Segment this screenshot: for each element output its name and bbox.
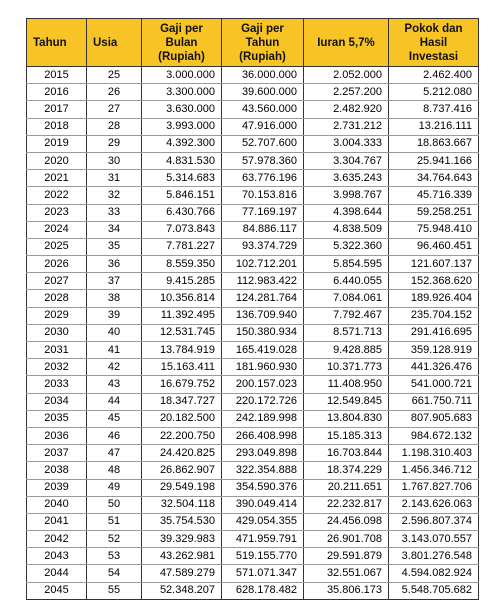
cell-tahun: 2024 [27,221,87,238]
cell-usia: 45 [87,410,142,427]
cell-iuran: 3.998.767 [304,187,389,204]
cell-gaji-bulan: 5.314.683 [142,170,222,187]
cell-usia: 54 [87,565,142,582]
cell-iuran: 4.398.644 [304,204,389,221]
cell-usia: 38 [87,290,142,307]
cell-iuran: 10.371.773 [304,359,389,376]
cell-gaji-bulan: 13.784.919 [142,342,222,359]
header-line: (Rupiah) [239,50,286,63]
cell-pokok-investasi: 25.941.166 [389,152,479,169]
cell-gaji-tahun: 39.600.000 [222,84,304,101]
cell-pokok-investasi: 13.216.111 [389,118,479,135]
table-row [27,67,479,84]
cell-usia: 31 [87,170,142,187]
cell-iuran: 5.322.360 [304,238,389,255]
cell-pokok-investasi: 291.416.695 [389,324,479,341]
cell-pokok-investasi: 5.212.080 [389,84,479,101]
cell-gaji-bulan: 32.504.118 [142,496,222,513]
cell-gaji-bulan: 3.630.000 [142,101,222,118]
cell-gaji-tahun: 471.959.791 [222,531,304,548]
cell-pokok-investasi: 34.764.643 [389,170,479,187]
table-row [27,376,479,393]
header-row [27,19,479,67]
cell-iuran: 26.901.708 [304,531,389,548]
cell-iuran: 8.571.713 [304,324,389,341]
cell-usia: 41 [87,342,142,359]
table-row [27,359,479,376]
cell-iuran: 15.185.313 [304,427,389,444]
cell-usia: 52 [87,531,142,548]
cell-gaji-tahun: 390.049.414 [222,496,304,513]
cell-gaji-tahun: 354.590.376 [222,479,304,496]
header-line: Bulan [165,36,198,49]
cell-tahun: 2021 [27,170,87,187]
cell-pokok-investasi: 1.456.346.712 [389,462,479,479]
cell-gaji-bulan: 12.531.745 [142,324,222,341]
pension-table [26,18,479,600]
cell-tahun: 2045 [27,582,87,599]
cell-tahun: 2030 [27,324,87,341]
header-iuran [304,19,389,67]
cell-gaji-bulan: 22.200.750 [142,427,222,444]
table-row [27,548,479,565]
table-row [27,410,479,427]
cell-gaji-bulan: 4.392.300 [142,135,222,152]
table-row [27,427,479,444]
cell-pokok-investasi: 2.143.626.063 [389,496,479,513]
cell-pokok-investasi: 75.948.410 [389,221,479,238]
table-row [27,135,479,152]
cell-tahun: 2018 [27,118,87,135]
table-row [27,445,479,462]
header-line: Pokok dan Hasil [404,22,463,49]
cell-pokok-investasi: 4.594.082.924 [389,565,479,582]
cell-gaji-bulan: 3.993.000 [142,118,222,135]
cell-pokok-investasi: 661.750.711 [389,393,479,410]
cell-pokok-investasi: 359.128.919 [389,342,479,359]
cell-gaji-tahun: 124.281.764 [222,290,304,307]
cell-usia: 29 [87,135,142,152]
header-line: Gaji per [160,22,203,35]
header-gaji-tahun [222,19,304,67]
cell-gaji-tahun: 322.354.888 [222,462,304,479]
cell-tahun: 2035 [27,410,87,427]
header-tahun [27,19,87,67]
cell-iuran: 2.731.212 [304,118,389,135]
cell-gaji-tahun: 36.000.000 [222,67,304,84]
table-row [27,565,479,582]
cell-pokok-investasi: 441.326.476 [389,359,479,376]
cell-iuran: 35.806.173 [304,582,389,599]
cell-gaji-tahun: 136.709.940 [222,307,304,324]
cell-pokok-investasi: 3.801.276.548 [389,548,479,565]
cell-gaji-tahun: 93.374.729 [222,238,304,255]
table-row [27,187,479,204]
header-line: (Rupiah) [158,50,205,63]
table-row [27,393,479,410]
cell-pokok-investasi: 45.716.339 [389,187,479,204]
header-line: Usia [93,36,118,49]
cell-pokok-investasi: 59.258.251 [389,204,479,221]
cell-tahun: 2025 [27,238,87,255]
cell-pokok-investasi: 984.672.132 [389,427,479,444]
cell-usia: 28 [87,118,142,135]
cell-tahun: 2016 [27,84,87,101]
cell-pokok-investasi: 18.863.667 [389,135,479,152]
cell-gaji-bulan: 18.347.727 [142,393,222,410]
cell-usia: 48 [87,462,142,479]
cell-gaji-tahun: 70.153.816 [222,187,304,204]
cell-tahun: 2031 [27,342,87,359]
cell-gaji-bulan: 7.073.843 [142,221,222,238]
cell-usia: 42 [87,359,142,376]
cell-iuran: 22.232.817 [304,496,389,513]
cell-gaji-tahun: 242.189.998 [222,410,304,427]
cell-tahun: 2044 [27,565,87,582]
cell-gaji-bulan: 20.182.500 [142,410,222,427]
table-row [27,462,479,479]
cell-tahun: 2039 [27,479,87,496]
cell-gaji-bulan: 5.846.151 [142,187,222,204]
cell-tahun: 2043 [27,548,87,565]
table-row [27,342,479,359]
cell-gaji-bulan: 9.415.285 [142,273,222,290]
cell-gaji-tahun: 220.172.726 [222,393,304,410]
cell-pokok-investasi: 807.905.683 [389,410,479,427]
cell-usia: 49 [87,479,142,496]
table-row [27,118,479,135]
header-gaji-bulan [142,19,222,67]
cell-gaji-tahun: 266.408.998 [222,427,304,444]
table-row [27,307,479,324]
cell-tahun: 2028 [27,290,87,307]
cell-iuran: 16.703.844 [304,445,389,462]
cell-gaji-tahun: 200.157.023 [222,376,304,393]
cell-usia: 51 [87,513,142,530]
cell-iuran: 12.549.845 [304,393,389,410]
cell-iuran: 7.792.467 [304,307,389,324]
cell-iuran: 4.838.509 [304,221,389,238]
cell-iuran: 5.854.595 [304,256,389,273]
cell-gaji-bulan: 8.559.350 [142,256,222,273]
cell-gaji-tahun: 429.054.355 [222,513,304,530]
cell-usia: 50 [87,496,142,513]
cell-tahun: 2032 [27,359,87,376]
cell-usia: 32 [87,187,142,204]
cell-gaji-bulan: 29.549.198 [142,479,222,496]
cell-usia: 36 [87,256,142,273]
cell-usia: 43 [87,376,142,393]
header-line: Iuran 5,7% [317,36,375,49]
table-row [27,204,479,221]
cell-iuran: 7.084.061 [304,290,389,307]
cell-pokok-investasi: 235.704.152 [389,307,479,324]
cell-pokok-investasi: 3.143.070.557 [389,531,479,548]
cell-gaji-bulan: 47.589.279 [142,565,222,582]
cell-gaji-tahun: 52.707.600 [222,135,304,152]
cell-iuran: 6.440.055 [304,273,389,290]
cell-tahun: 2038 [27,462,87,479]
cell-usia: 40 [87,324,142,341]
cell-gaji-bulan: 15.163.411 [142,359,222,376]
table-row [27,238,479,255]
cell-gaji-tahun: 628.178.482 [222,582,304,599]
header-usia [87,19,142,67]
cell-iuran: 2.052.000 [304,67,389,84]
table-container [26,18,478,600]
cell-gaji-tahun: 63.776.196 [222,170,304,187]
table-row [27,84,479,101]
table-row [27,256,479,273]
cell-gaji-bulan: 24.420.825 [142,445,222,462]
cell-pokok-investasi: 1.767.827.706 [389,479,479,496]
cell-gaji-tahun: 47.916.000 [222,118,304,135]
cell-usia: 37 [87,273,142,290]
table-body [27,67,479,600]
cell-tahun: 2034 [27,393,87,410]
cell-iuran: 3.635.243 [304,170,389,187]
cell-gaji-bulan: 3.000.000 [142,67,222,84]
cell-tahun: 2041 [27,513,87,530]
cell-iuran: 13.804.830 [304,410,389,427]
cell-usia: 30 [87,152,142,169]
cell-gaji-tahun: 293.049.898 [222,445,304,462]
cell-tahun: 2015 [27,67,87,84]
cell-gaji-bulan: 3.300.000 [142,84,222,101]
cell-gaji-tahun: 57.978.360 [222,152,304,169]
cell-gaji-bulan: 7.781.227 [142,238,222,255]
cell-iuran: 24.456.098 [304,513,389,530]
cell-pokok-investasi: 5.548.705.682 [389,582,479,599]
cell-usia: 53 [87,548,142,565]
cell-gaji-tahun: 181.960.930 [222,359,304,376]
cell-tahun: 2019 [27,135,87,152]
cell-pokok-investasi: 152.368.620 [389,273,479,290]
cell-iuran: 3.304.767 [304,152,389,169]
cell-gaji-bulan: 35.754.530 [142,513,222,530]
cell-gaji-tahun: 102.712.201 [222,256,304,273]
cell-pokok-investasi: 2.596.807.374 [389,513,479,530]
cell-usia: 33 [87,204,142,221]
cell-usia: 35 [87,238,142,255]
cell-iuran: 2.257.200 [304,84,389,101]
table-row [27,273,479,290]
header-line: Gaji per [241,22,284,35]
cell-pokok-investasi: 1.198.310.403 [389,445,479,462]
cell-gaji-bulan: 39.329.983 [142,531,222,548]
cell-tahun: 2026 [27,256,87,273]
cell-tahun: 2027 [27,273,87,290]
cell-iuran: 32.551.067 [304,565,389,582]
cell-tahun: 2037 [27,445,87,462]
cell-tahun: 2020 [27,152,87,169]
cell-gaji-bulan: 6.430.766 [142,204,222,221]
cell-gaji-tahun: 571.071.347 [222,565,304,582]
table-row [27,152,479,169]
cell-iuran: 3.004.333 [304,135,389,152]
cell-gaji-bulan: 52.348.207 [142,582,222,599]
cell-pokok-investasi: 121.607.137 [389,256,479,273]
cell-iuran: 18.374.229 [304,462,389,479]
cell-usia: 46 [87,427,142,444]
cell-tahun: 2022 [27,187,87,204]
cell-iuran: 11.408.950 [304,376,389,393]
cell-pokok-investasi: 96.460.451 [389,238,479,255]
table-row [27,479,479,496]
cell-iuran: 29.591.879 [304,548,389,565]
cell-usia: 26 [87,84,142,101]
header-line: Investasi [408,50,459,63]
header-line: Tahun [33,36,67,49]
cell-pokok-investasi: 2.462.400 [389,67,479,84]
cell-tahun: 2036 [27,427,87,444]
cell-tahun: 2033 [27,376,87,393]
cell-usia: 34 [87,221,142,238]
cell-gaji-bulan: 26.862.907 [142,462,222,479]
table-row [27,513,479,530]
table-row [27,324,479,341]
cell-pokok-investasi: 189.926.404 [389,290,479,307]
cell-tahun: 2040 [27,496,87,513]
cell-usia: 39 [87,307,142,324]
table-row [27,101,479,118]
table-row [27,290,479,307]
table-row [27,170,479,187]
table-row [27,531,479,548]
cell-iuran: 9.428.885 [304,342,389,359]
header-pokok-investasi [389,19,479,67]
cell-gaji-tahun: 84.886.117 [222,221,304,238]
cell-tahun: 2042 [27,531,87,548]
table-row [27,221,479,238]
header-line: Tahun [245,36,280,49]
cell-gaji-tahun: 77.169.197 [222,204,304,221]
cell-iuran: 2.482.920 [304,101,389,118]
cell-gaji-tahun: 519.155.770 [222,548,304,565]
cell-gaji-bulan: 43.262.981 [142,548,222,565]
cell-gaji-bulan: 4.831.530 [142,152,222,169]
cell-usia: 27 [87,101,142,118]
cell-gaji-tahun: 112.983.422 [222,273,304,290]
cell-tahun: 2017 [27,101,87,118]
cell-pokok-investasi: 8.737.416 [389,101,479,118]
table-row [27,496,479,513]
cell-gaji-tahun: 150.380.934 [222,324,304,341]
cell-usia: 44 [87,393,142,410]
cell-tahun: 2023 [27,204,87,221]
cell-iuran: 20.211.651 [304,479,389,496]
cell-gaji-bulan: 16.679.752 [142,376,222,393]
cell-gaji-bulan: 11.392.495 [142,307,222,324]
cell-tahun: 2029 [27,307,87,324]
cell-usia: 25 [87,67,142,84]
cell-gaji-bulan: 10.356.814 [142,290,222,307]
cell-usia: 47 [87,445,142,462]
cell-pokok-investasi: 541.000.721 [389,376,479,393]
table-row [27,582,479,599]
cell-gaji-tahun: 43.560.000 [222,101,304,118]
cell-usia: 55 [87,582,142,599]
cell-gaji-tahun: 165.419.028 [222,342,304,359]
